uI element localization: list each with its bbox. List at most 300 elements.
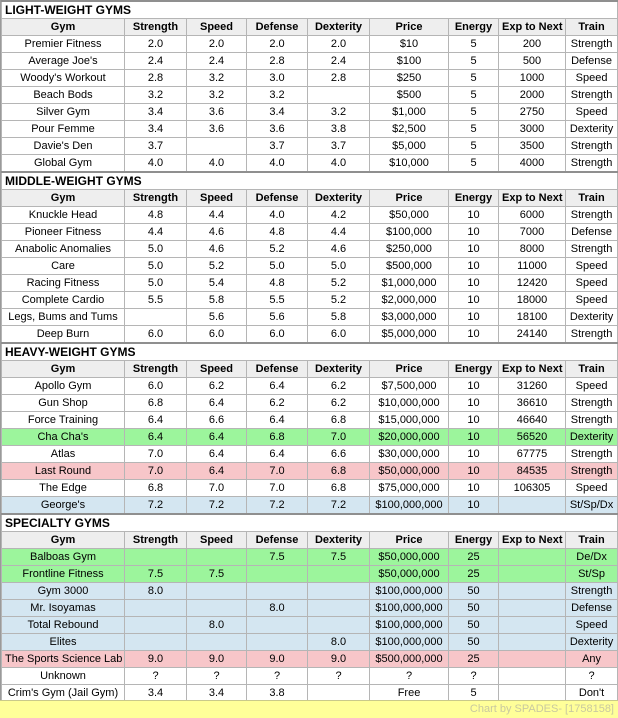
column-header-energy: Energy [449,532,499,549]
footer-credit: Chart by SPADES- [1758158] [469,703,614,715]
cell-defense: 6.2 [247,395,308,412]
cell-energy: 50 [449,583,499,600]
cell-gym: Woody's Workout [2,70,125,87]
cell-dexterity: 8.0 [308,634,370,651]
cell-train: Speed [566,275,618,292]
cell-exp: 31260 [499,378,566,395]
table-row [2,378,618,395]
cell-gym: Frontline Fitness [2,566,125,583]
table-row [2,275,618,292]
column-header-defense: Defense [247,19,308,36]
cell-gym: Pour Femme [2,121,125,138]
cell-price: $20,000,000 [370,429,449,446]
column-header-price: Price [370,190,449,207]
cell-defense: 9.0 [247,651,308,668]
cell-strength: 7.2 [125,497,187,515]
table-row [2,104,618,121]
cell-dexterity: 6.8 [308,412,370,429]
column-header-gym: Gym [2,190,125,207]
cell-price: $2,500 [370,121,449,138]
column-header-speed: Speed [187,19,247,36]
cell-price: $50,000,000 [370,566,449,583]
cell-gym: Mr. Isoyamas [2,600,125,617]
cell-gym: Knuckle Head [2,207,125,224]
section-title-row [2,343,618,361]
cell-exp: 18100 [499,309,566,326]
cell-dexterity [308,617,370,634]
cell-price: $30,000,000 [370,446,449,463]
cell-dexterity: 3.2 [308,104,370,121]
table-row [2,207,618,224]
cell-train: Any [566,651,618,668]
cell-energy: 10 [449,241,499,258]
cell-strength: 5.0 [125,275,187,292]
cell-gym: Force Training [2,412,125,429]
cell-defense: 6.0 [247,326,308,344]
cell-exp [499,651,566,668]
cell-train: Dexterity [566,429,618,446]
cell-dexterity: 2.4 [308,53,370,70]
cell-defense: 4.0 [247,207,308,224]
cell-gym: Balboas Gym [2,549,125,566]
cell-dexterity: ? [308,668,370,685]
cell-gym: Premier Fitness [2,36,125,53]
cell-train: Strength [566,463,618,480]
cell-speed: 6.6 [187,412,247,429]
cell-defense: 5.0 [247,258,308,275]
cell-defense: 3.8 [247,685,308,702]
column-header-dexterity: Dexterity [308,190,370,207]
cell-speed: 6.4 [187,463,247,480]
cell-train: Strength [566,446,618,463]
cell-strength [125,617,187,634]
cell-exp: 46640 [499,412,566,429]
cell-defense [247,634,308,651]
cell-energy: 5 [449,70,499,87]
table-row [2,549,618,566]
cell-exp: 7000 [499,224,566,241]
column-header-dexterity: Dexterity [308,19,370,36]
column-header-speed: Speed [187,361,247,378]
table-row [2,566,618,583]
cell-exp: 11000 [499,258,566,275]
cell-price: $50,000,000 [370,549,449,566]
column-header-strength: Strength [125,361,187,378]
table-row [2,429,618,446]
cell-exp [499,583,566,600]
cell-speed: 2.4 [187,53,247,70]
cell-price: $5,000,000 [370,326,449,344]
cell-price: $5,000 [370,138,449,155]
cell-exp: 24140 [499,326,566,344]
cell-energy: 50 [449,600,499,617]
cell-strength [125,309,187,326]
cell-gym: Racing Fitness [2,275,125,292]
cell-train: Strength [566,207,618,224]
table-row [2,309,618,326]
cell-exp: 2750 [499,104,566,121]
cell-energy: 10 [449,429,499,446]
cell-exp: 2000 [499,87,566,104]
cell-speed: 5.4 [187,275,247,292]
cell-dexterity: 4.4 [308,224,370,241]
cell-dexterity: 7.0 [308,429,370,446]
section-title-row [2,1,618,19]
cell-speed: 3.6 [187,104,247,121]
column-header-gym: Gym [2,19,125,36]
cell-defense: 5.5 [247,292,308,309]
cell-exp [499,566,566,583]
cell-speed: 5.8 [187,292,247,309]
column-header-row [2,532,618,549]
section-title: MIDDLE-WEIGHT GYMS [2,172,618,190]
cell-train: Strength [566,395,618,412]
cell-energy: 10 [449,275,499,292]
cell-dexterity [308,87,370,104]
cell-speed: 4.0 [187,155,247,173]
cell-dexterity: 7.5 [308,549,370,566]
cell-defense: 6.4 [247,412,308,429]
cell-gym: Beach Bods [2,87,125,104]
cell-energy: 10 [449,480,499,497]
cell-price: $10,000,000 [370,395,449,412]
cell-gym: Pioneer Fitness [2,224,125,241]
table-row [2,258,618,275]
cell-price: $100,000,000 [370,600,449,617]
column-header-price: Price [370,361,449,378]
cell-strength: 4.8 [125,207,187,224]
cell-dexterity: 6.2 [308,395,370,412]
cell-defense: 7.5 [247,549,308,566]
cell-gym: Complete Cardio [2,292,125,309]
cell-strength: 7.5 [125,566,187,583]
cell-energy: 10 [449,224,499,241]
table-row [2,70,618,87]
cell-energy: 25 [449,549,499,566]
column-header-price: Price [370,532,449,549]
cell-gym: Crim's Gym (Jail Gym) [2,685,125,702]
cell-defense: 7.0 [247,463,308,480]
cell-speed [187,600,247,617]
cell-defense: 2.8 [247,53,308,70]
column-header-defense: Defense [247,532,308,549]
cell-speed: 9.0 [187,651,247,668]
column-header-train: Train [566,532,618,549]
table-row [2,651,618,668]
cell-dexterity: 5.8 [308,309,370,326]
cell-strength: 8.0 [125,583,187,600]
cell-train: Strength [566,155,618,173]
column-header-defense: Defense [247,190,308,207]
cell-dexterity: 5.2 [308,275,370,292]
cell-dexterity: 6.6 [308,446,370,463]
cell-strength: 6.4 [125,412,187,429]
table-row [2,685,618,702]
cell-train: Strength [566,241,618,258]
cell-price: $100,000,000 [370,617,449,634]
table-row [2,138,618,155]
cell-price: $1,000 [370,104,449,121]
cell-defense: 5.2 [247,241,308,258]
table-row [2,121,618,138]
cell-defense: 5.6 [247,309,308,326]
cell-speed: 8.0 [187,617,247,634]
cell-strength [125,549,187,566]
cell-dexterity [308,583,370,600]
cell-exp: 106305 [499,480,566,497]
cell-energy: 5 [449,155,499,173]
cell-exp: 200 [499,36,566,53]
cell-train: ? [566,668,618,685]
cell-strength: 3.2 [125,87,187,104]
cell-price: $250,000 [370,241,449,258]
cell-price: $10,000 [370,155,449,173]
cell-strength: 6.4 [125,429,187,446]
table-row [2,241,618,258]
cell-exp [499,600,566,617]
cell-speed: 3.6 [187,121,247,138]
cell-strength: 3.4 [125,104,187,121]
cell-gym: Anabolic Anomalies [2,241,125,258]
cell-energy: 10 [449,258,499,275]
cell-defense [247,566,308,583]
cell-speed: 3.2 [187,70,247,87]
cell-gym: Apollo Gym [2,378,125,395]
cell-strength: 7.0 [125,463,187,480]
column-header-energy: Energy [449,361,499,378]
cell-exp: 3000 [499,121,566,138]
cell-gym: Last Round [2,463,125,480]
cell-speed [187,138,247,155]
cell-speed: 6.4 [187,395,247,412]
cell-speed: 4.6 [187,224,247,241]
cell-speed: 3.4 [187,685,247,702]
cell-exp [499,549,566,566]
table-row [2,395,618,412]
cell-price: $100,000,000 [370,583,449,600]
section-title: LIGHT-WEIGHT GYMS [2,1,618,19]
cell-speed: 6.4 [187,429,247,446]
cell-train: Speed [566,258,618,275]
cell-speed: 5.6 [187,309,247,326]
table-row [2,155,618,173]
cell-energy: 10 [449,378,499,395]
cell-energy: 25 [449,651,499,668]
cell-energy: 10 [449,412,499,429]
cell-strength: 5.5 [125,292,187,309]
cell-speed: 7.5 [187,566,247,583]
cell-energy: 10 [449,292,499,309]
cell-dexterity: 3.8 [308,121,370,138]
cell-price: $50,000 [370,207,449,224]
column-header-defense: Defense [247,361,308,378]
cell-exp [499,617,566,634]
cell-dexterity: 6.2 [308,378,370,395]
cell-train: Defense [566,53,618,70]
table-row [2,600,618,617]
cell-gym: Deep Burn [2,326,125,344]
cell-exp: 56520 [499,429,566,446]
cell-gym: Global Gym [2,155,125,173]
cell-strength: 9.0 [125,651,187,668]
cell-defense: 7.2 [247,497,308,515]
cell-energy: 5 [449,104,499,121]
cell-energy: 50 [449,617,499,634]
cell-price: $100,000,000 [370,497,449,515]
cell-gym: Care [2,258,125,275]
cell-gym: Average Joe's [2,53,125,70]
table-row [2,617,618,634]
cell-strength: 2.4 [125,53,187,70]
cell-gym: Gym 3000 [2,583,125,600]
column-header-row [2,361,618,378]
cell-dexterity: 7.2 [308,497,370,515]
cell-exp: 36610 [499,395,566,412]
cell-defense: 4.0 [247,155,308,173]
cell-train: Strength [566,583,618,600]
cell-train: Don't [566,685,618,702]
cell-train: Speed [566,480,618,497]
cell-exp: 500 [499,53,566,70]
column-header-exp: Exp to Next [499,190,566,207]
cell-gym: The Sports Science Lab [2,651,125,668]
cell-exp [499,634,566,651]
cell-exp: 67775 [499,446,566,463]
cell-defense: 2.0 [247,36,308,53]
column-header-train: Train [566,361,618,378]
cell-train: Strength [566,36,618,53]
cell-defense: ? [247,668,308,685]
cell-energy: 5 [449,36,499,53]
cell-strength: 3.4 [125,121,187,138]
cell-train: Speed [566,70,618,87]
cell-defense: 4.8 [247,275,308,292]
cell-speed: 6.2 [187,378,247,395]
cell-gym: The Edge [2,480,125,497]
column-header-dexterity: Dexterity [308,532,370,549]
cell-defense [247,583,308,600]
cell-dexterity: 4.6 [308,241,370,258]
cell-gym: Davie's Den [2,138,125,155]
column-header-strength: Strength [125,532,187,549]
cell-energy: 10 [449,497,499,515]
column-header-price: Price [370,19,449,36]
table-row [2,497,618,515]
cell-defense: 3.7 [247,138,308,155]
cell-gym: Legs, Bums and Tums [2,309,125,326]
cell-gym: Cha Cha's [2,429,125,446]
section-title: HEAVY-WEIGHT GYMS [2,343,618,361]
table-row [2,668,618,685]
cell-speed: ? [187,668,247,685]
column-header-exp: Exp to Next [499,361,566,378]
cell-price: $100 [370,53,449,70]
cell-exp: 1000 [499,70,566,87]
cell-exp: 8000 [499,241,566,258]
cell-energy: 5 [449,87,499,104]
table-row [2,446,618,463]
cell-exp: 84535 [499,463,566,480]
cell-strength: 6.8 [125,395,187,412]
cell-defense: 8.0 [247,600,308,617]
column-header-train: Train [566,190,618,207]
cell-train: Strength [566,412,618,429]
cell-train: Strength [566,87,618,104]
cell-train: Strength [566,326,618,344]
cell-strength [125,600,187,617]
cell-price: $3,000,000 [370,309,449,326]
cell-dexterity: 2.0 [308,36,370,53]
cell-defense: 4.8 [247,224,308,241]
cell-speed: 4.4 [187,207,247,224]
cell-price: $10 [370,36,449,53]
column-header-gym: Gym [2,532,125,549]
cell-price: $75,000,000 [370,480,449,497]
cell-dexterity: 5.0 [308,258,370,275]
cell-gym: George's [2,497,125,515]
cell-speed [187,634,247,651]
gym-table [1,0,618,702]
cell-train: Dexterity [566,121,618,138]
cell-defense: 3.4 [247,104,308,121]
cell-energy: 5 [449,121,499,138]
cell-price: $1,000,000 [370,275,449,292]
cell-defense [247,617,308,634]
column-header-gym: Gym [2,361,125,378]
cell-price: $7,500,000 [370,378,449,395]
cell-train: St/Sp/Dx [566,497,618,515]
table-row [2,53,618,70]
cell-dexterity [308,685,370,702]
table-row [2,480,618,497]
column-header-energy: Energy [449,19,499,36]
column-header-speed: Speed [187,190,247,207]
cell-train: Speed [566,292,618,309]
cell-energy: 10 [449,309,499,326]
cell-price: $500 [370,87,449,104]
cell-dexterity [308,566,370,583]
cell-train: St/Sp [566,566,618,583]
cell-dexterity: 9.0 [308,651,370,668]
table-row [2,36,618,53]
cell-energy: 5 [449,53,499,70]
cell-strength: 6.0 [125,326,187,344]
cell-exp [499,497,566,515]
cell-strength: 4.4 [125,224,187,241]
cell-speed: 3.2 [187,87,247,104]
column-header-energy: Energy [449,190,499,207]
cell-speed: 5.2 [187,258,247,275]
cell-train: Speed [566,378,618,395]
column-header-exp: Exp to Next [499,532,566,549]
cell-energy: 25 [449,566,499,583]
cell-price: $2,000,000 [370,292,449,309]
cell-price: Free [370,685,449,702]
column-header-train: Train [566,19,618,36]
table-row [2,412,618,429]
cell-exp: 6000 [499,207,566,224]
cell-gym: Unknown [2,668,125,685]
cell-exp [499,668,566,685]
cell-strength: 5.0 [125,258,187,275]
cell-defense: 6.4 [247,378,308,395]
cell-price: $50,000,000 [370,463,449,480]
table-row [2,224,618,241]
cell-gym: Gun Shop [2,395,125,412]
cell-defense: 6.4 [247,446,308,463]
cell-defense: 3.6 [247,121,308,138]
cell-dexterity: 3.7 [308,138,370,155]
